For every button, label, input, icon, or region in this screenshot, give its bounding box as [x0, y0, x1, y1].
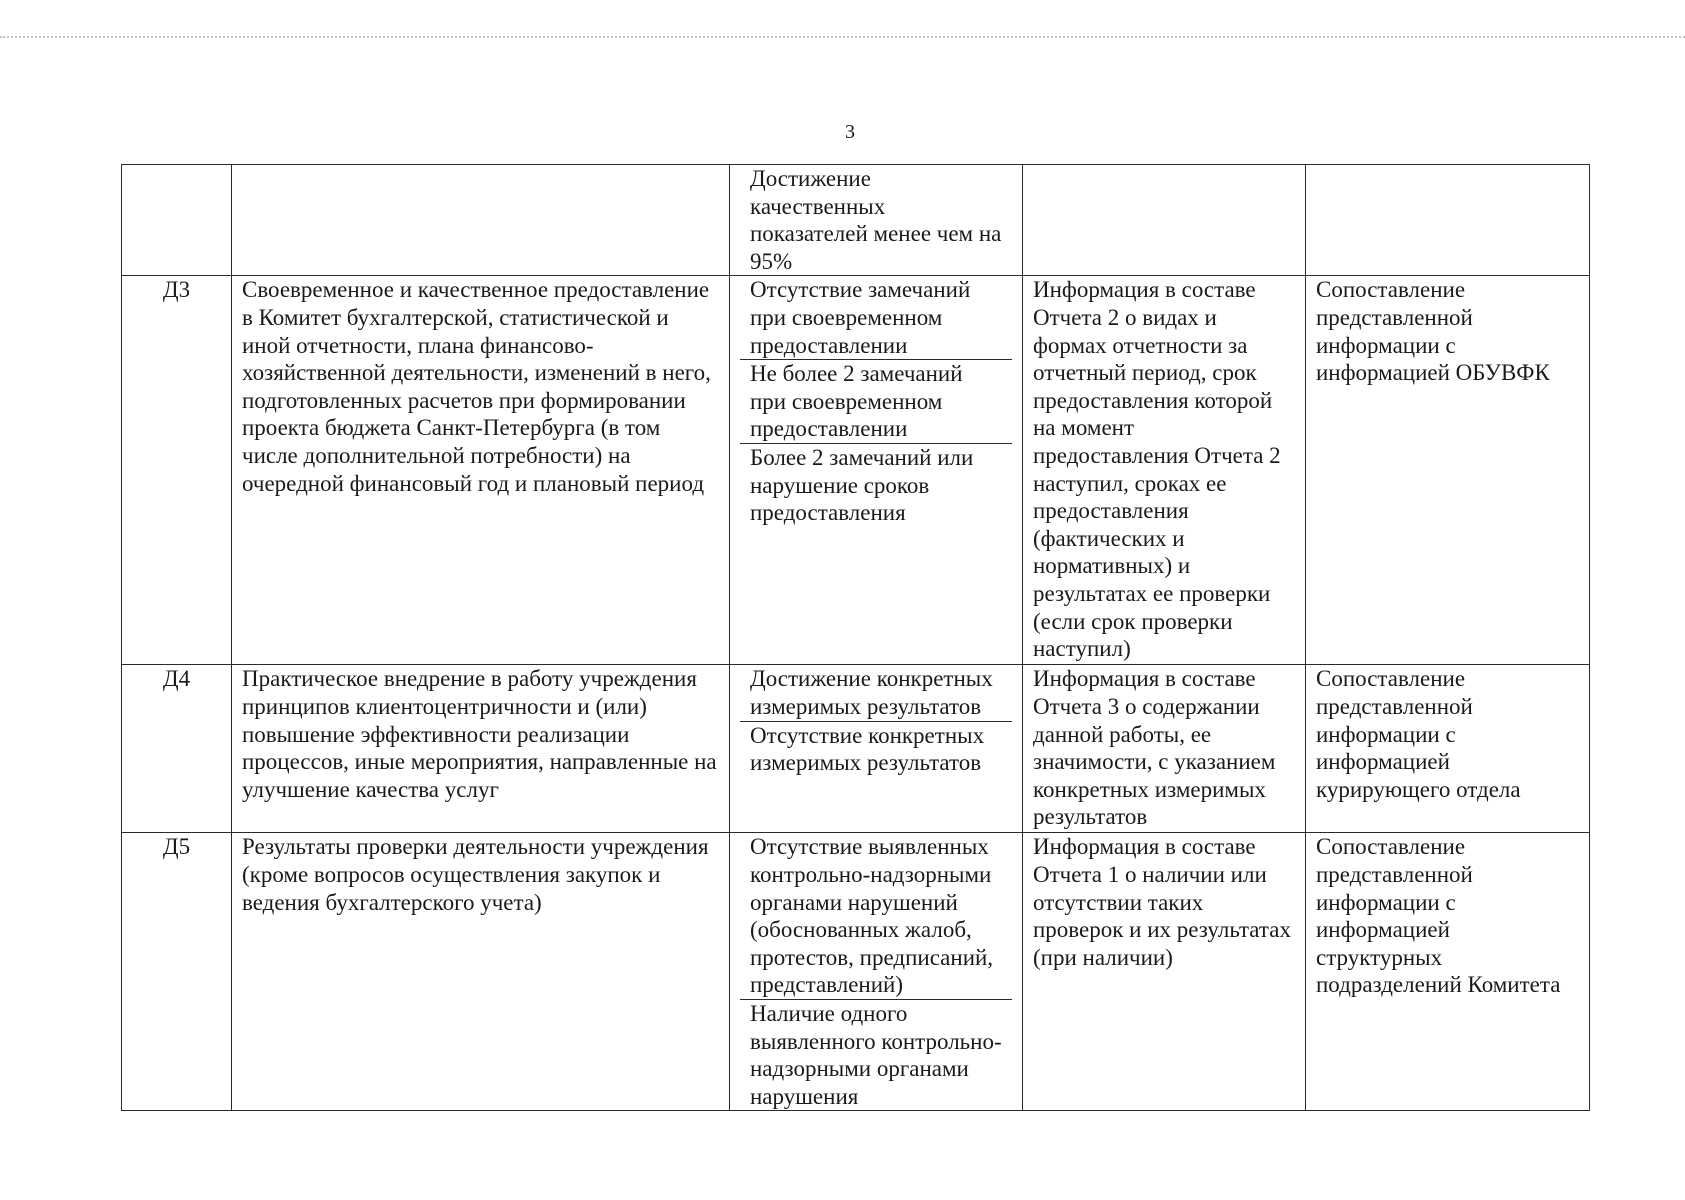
- scan-edge-line: [0, 36, 1685, 38]
- evaluation-method: Сопоставление представленной информации с информацией курирующего отдела: [1306, 665, 1590, 833]
- indicator-code: Д4: [122, 665, 232, 833]
- indicator-code: Д3: [122, 276, 232, 665]
- criterion: Отсутствие выявленных контрольно-надзорными органами нарушений (обоснованных жалоб, протестов, предписаний, представлений): [740, 833, 1012, 1000]
- info-source: [1023, 165, 1306, 276]
- criterion: Достижение конкретных измеримых результатов: [740, 665, 1012, 721]
- evaluation-method: [1306, 165, 1590, 276]
- indicator-description: [232, 165, 730, 276]
- criterion: Более 2 замечаний или нарушение сроков предоставления: [750, 444, 974, 526]
- criterion: Достижение качественных показателей менее чем на 95%: [750, 166, 1002, 274]
- indicator-code: [122, 165, 232, 276]
- indicators-table: [121, 164, 1590, 1111]
- criteria-cell: [730, 833, 1023, 1111]
- table-row: [122, 165, 1590, 276]
- indicator-code: Д5: [122, 833, 232, 1111]
- criterion: Отсутствие замечаний при своевременном предоставлении: [740, 276, 1012, 360]
- evaluation-method: Сопоставление представленной информации с информацией структурных подразделений Комитета: [1306, 833, 1590, 1111]
- table-row: [122, 665, 1590, 833]
- info-source: Информация в составе Отчета 1 о наличии или отсутствии таких проверок и их результатах (при наличии): [1023, 833, 1306, 1111]
- info-source: Информация в составе Отчета 3 о содержании данной работы, ее значимости, с указанием конкретных измеримых результатов: [1023, 665, 1306, 833]
- page-number: 3: [845, 121, 855, 143]
- info-source: Информация в составе Отчета 2 о видах и формах отчетности за отчетный период, срок предоставления которой на момент предоставления Отчета 2 наступил, сроках ее предоставления (фактических и нормативных) и результатах ее проверки (если срок проверки наступил): [1023, 276, 1306, 665]
- criteria-cell: [730, 665, 1023, 833]
- evaluation-method: Сопоставление представленной информации с информацией ОБУВФК: [1306, 276, 1590, 665]
- criteria-cell: [730, 165, 1023, 276]
- criterion: Наличие одного выявленного контрольно-надзорными органами нарушения: [750, 1000, 1002, 1109]
- indicator-description: Своевременное и качественное предоставление в Комитет бухгалтерской, статистической и иной отчетности, плана финансово-хозяйственной деятельности, изменений в него, подготовленных расчетов при формировании проекта бюджета Санкт-Петербурга (в том числе дополнительной потребности) на очередной финансовый год и плановый период: [232, 276, 730, 665]
- table-row: [122, 276, 1590, 665]
- criterion: Отсутствие конкретных измеримых результатов: [750, 722, 985, 776]
- criteria-cell: [730, 276, 1023, 665]
- indicator-description: Результаты проверки деятельности учреждения (кроме вопросов осуществления закупок и ведения бухгалтерского учета): [232, 833, 730, 1111]
- criterion: Не более 2 замечаний при своевременном предоставлении: [740, 360, 1012, 444]
- indicator-description: Практическое внедрение в работу учреждения принципов клиентоцентричности и (или) повышение эффективности реализации процессов, иные мероприятия, направленные на улучшение качества услуг: [232, 665, 730, 833]
- table-row: [122, 833, 1590, 1111]
